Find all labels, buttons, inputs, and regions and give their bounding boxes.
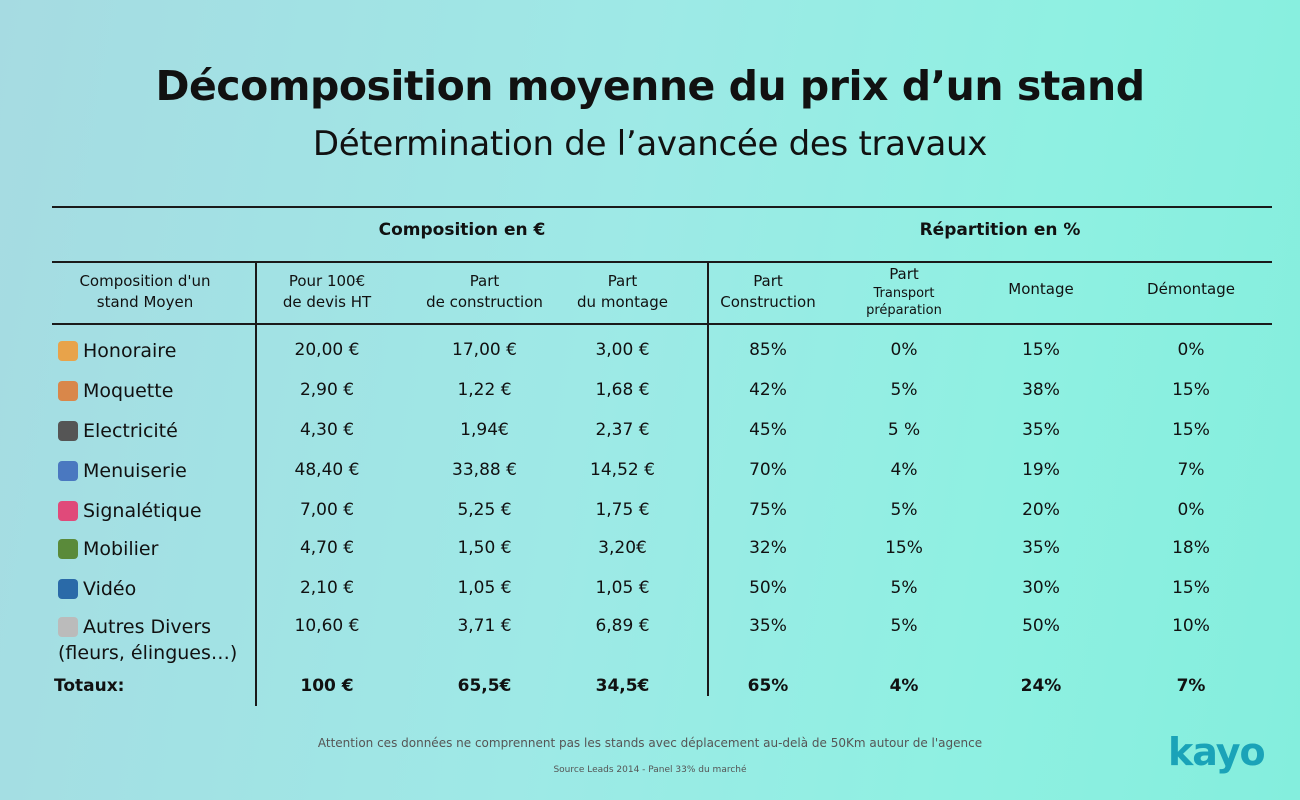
table-cell: 2,10 € [299, 578, 355, 598]
table-cell: 2,90 € [299, 380, 355, 400]
header-line: Construction [720, 293, 816, 311]
fork-knife-icon [58, 617, 78, 637]
table-cell: 10,60 € [294, 616, 360, 636]
table-cell: 45% [749, 420, 787, 440]
table-cell: 33,88 € [452, 460, 517, 480]
header-line: Part [753, 272, 783, 290]
row-label-5 [58, 536, 158, 562]
column-header-construction [412, 271, 557, 313]
row-label-0 [58, 338, 176, 364]
television-icon [58, 579, 78, 599]
totals-label: Totaux: [54, 676, 125, 696]
table-cell: 35% [1022, 420, 1060, 440]
totals-cell: 7% [1176, 676, 1206, 696]
table-cell: 15% [1022, 340, 1060, 360]
header-line: Part [469, 272, 500, 290]
table-cell: 4,70 € [299, 538, 355, 558]
table-cell: 20,00 € [294, 340, 360, 360]
totals-cell: 100 € [300, 676, 354, 696]
table-cell: 15% [1172, 380, 1210, 400]
source-note: Source Leads 2014 - Panel 33% du marché [553, 765, 747, 775]
table-cell: 15% [1172, 578, 1210, 598]
header-line: stand Moyen [96, 293, 194, 311]
totals-cell: 65,5€ [457, 676, 512, 696]
table-cell: 1,05 € [595, 578, 650, 598]
table-cell: 32% [749, 538, 787, 558]
table-cell: 1,05 € [457, 578, 512, 598]
table-cell: 0% [1177, 340, 1205, 360]
table-cell: 42% [749, 380, 787, 400]
row-label-text: Electricité [83, 420, 178, 442]
header-line: de devis HT [282, 293, 372, 311]
column-header-montage-part [560, 271, 685, 313]
header-line: Transport [873, 286, 935, 301]
row-label-2 [58, 418, 178, 444]
header-bottom-rule [52, 323, 1272, 325]
table-cell: 50% [1022, 616, 1060, 636]
row-label-subtext: (fleurs, élingues…) [58, 642, 238, 664]
column-divider-right [707, 263, 709, 696]
table-cell: 2,37 € [595, 420, 650, 440]
table-cell: 38% [1022, 380, 1060, 400]
group-header-repartition: Répartition en % [919, 220, 1081, 240]
table-cell: 30% [1022, 578, 1060, 598]
totals-cell: 24% [1020, 676, 1062, 696]
kayo-logo: kayo [1168, 730, 1265, 774]
row-label-text: Mobilier [83, 538, 159, 560]
table-cell: 14,52 € [590, 460, 655, 480]
row-label-7 [58, 614, 237, 666]
table-cell: 85% [749, 340, 787, 360]
column-divider-left [255, 263, 257, 706]
palette-icon [58, 381, 78, 401]
header-line: Part [607, 272, 638, 290]
column-header-montage: Montage [1008, 280, 1074, 298]
row-label-1 [58, 378, 173, 404]
header-line: Pour 100€ [288, 272, 366, 290]
table-cell: 4,30 € [299, 420, 355, 440]
row-label-3 [58, 458, 187, 484]
table-cell: 5,25 € [457, 500, 512, 520]
person-laptop-icon [58, 341, 78, 361]
table-cell: 48,40 € [294, 460, 360, 480]
table-cell: 0% [890, 340, 918, 360]
row-label-text: Vidéo [83, 578, 137, 600]
row-label-text: Honoraire [83, 340, 177, 362]
table-cell: 5% [890, 578, 918, 598]
page-subtitle: Détermination de l’avancée des travaux [312, 124, 988, 164]
table-cell: 1,94€ [460, 420, 509, 440]
table-cell: 10% [1172, 616, 1210, 636]
footnote: Attention ces données ne comprennent pas les stands avec déplacement au-delà de 50Km autour de l'agence [317, 736, 983, 750]
column-header-transport [848, 264, 960, 319]
row-label-text: Autres Divers [83, 616, 212, 638]
table-cell: 3,00 € [595, 340, 650, 360]
header-line: préparation [866, 303, 942, 318]
header-top-rule [52, 261, 1272, 263]
totals-cell: 4% [889, 676, 919, 696]
table-cell: 5 % [887, 420, 921, 440]
header-line: du montage [577, 293, 668, 311]
row-label-text: Menuiserie [83, 460, 187, 482]
table-cell: 75% [749, 500, 787, 520]
table-top-rule [52, 206, 1272, 208]
header-line: Composition d'un [79, 272, 211, 290]
header-line: de construction [426, 293, 543, 311]
totals-cell: 34,5€ [595, 676, 650, 696]
column-header-composition [60, 271, 230, 313]
totals-cell: 65% [747, 676, 789, 696]
header-line: Part [889, 265, 919, 283]
row-label-text: Moquette [83, 380, 174, 402]
table-cell: 0% [1177, 500, 1205, 520]
table-cell: 35% [1022, 538, 1060, 558]
table-cell: 7% [1177, 460, 1205, 480]
table-cell: 5% [890, 500, 918, 520]
column-header-devis [262, 271, 392, 313]
table-cell: 4% [890, 460, 918, 480]
table-cell: 1,75 € [595, 500, 650, 520]
party-popper-icon [58, 501, 78, 521]
row-label-text: Signalétique [83, 500, 202, 522]
column-header-part-construction [712, 271, 824, 313]
table-cell: 15% [1172, 420, 1210, 440]
table-cell: 50% [749, 578, 787, 598]
column-header-demontage: Démontage [1147, 280, 1235, 298]
table-cell: 1,22 € [457, 380, 512, 400]
table-cell: 7,00 € [299, 500, 355, 520]
table-cell: 70% [749, 460, 787, 480]
table-cell: 3,20€ [598, 538, 647, 558]
table-cell: 6,89 € [595, 616, 650, 636]
table-cell: 5% [890, 380, 918, 400]
group-header-composition: Composition en € [378, 220, 546, 240]
row-label-wrap [58, 614, 238, 666]
table-cell: 1,50 € [457, 538, 512, 558]
table-cell: 35% [749, 616, 787, 636]
table-cell: 15% [885, 538, 923, 558]
row-label-4 [58, 498, 202, 524]
table-cell: 3,71 € [457, 616, 512, 636]
table-cell: 17,00 € [452, 340, 517, 360]
row-label-6 [58, 576, 136, 602]
plug-icon [58, 421, 78, 441]
table-cell: 20% [1022, 500, 1060, 520]
construction-worker-icon [58, 461, 78, 481]
couch-lamp-icon [58, 539, 78, 559]
table-cell: 18% [1172, 538, 1210, 558]
table-cell: 5% [890, 616, 918, 636]
table-cell: 19% [1022, 460, 1060, 480]
page-title: Décomposition moyenne du prix d’un stand [155, 62, 1145, 110]
table-cell: 1,68 € [595, 380, 650, 400]
